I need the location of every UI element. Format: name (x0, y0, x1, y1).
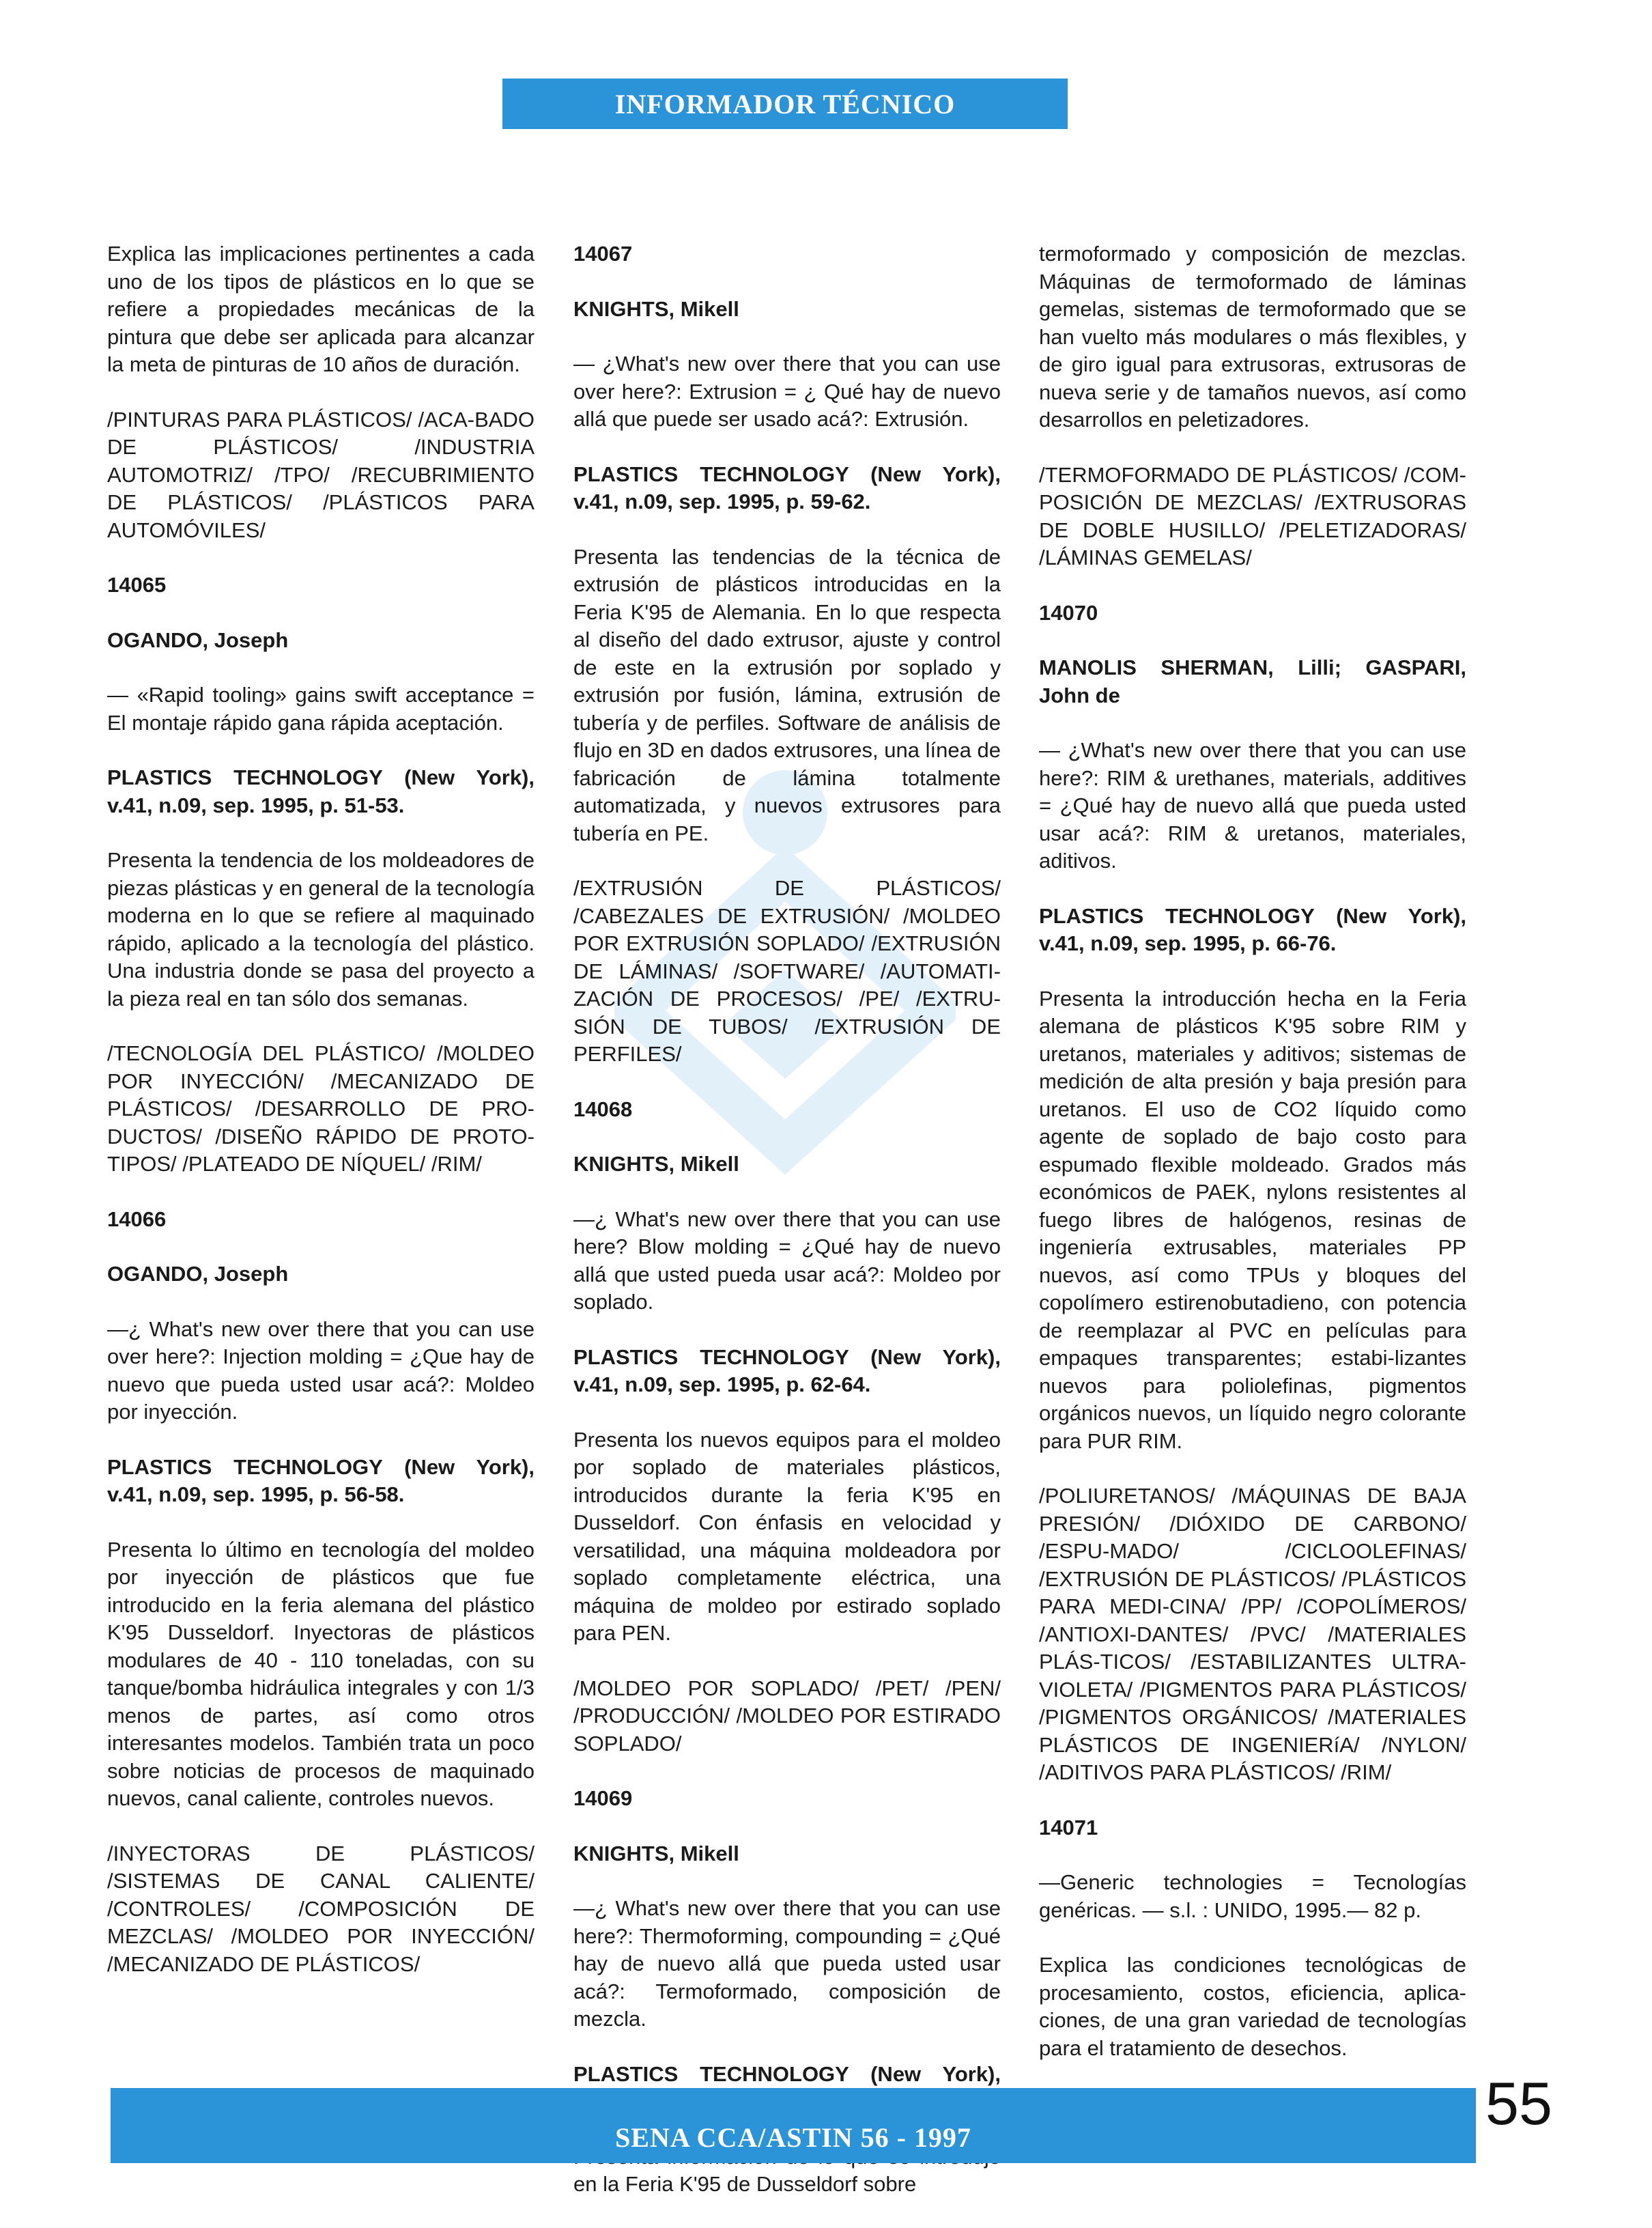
entry-id: 14067 (573, 242, 633, 266)
footer-band (111, 2088, 1476, 2163)
entry-id: 14068 (573, 1097, 633, 1121)
abstract: Presenta la tendencia de los moldeadores de piezas plásticas y en general de la tecnología moderna en lo que se refiere al maquinado rápido, aplicado a la tecnología del plástico. Una industria donde se pasa del proyecto a la pieza real en tan sólo dos semanas. (107, 848, 535, 1011)
entry-author: KNIGHTS, Mikell (573, 296, 739, 321)
entry-author: OGANDO, Joseph (107, 1262, 289, 1286)
entry-title: —¿ What's new over there that you can use over here?: Injection molding = ¿Que hay de nuevo que pueda usted usar acá?: Moldeo por inyección. (107, 1316, 535, 1424)
section-header (502, 79, 1068, 129)
page-number: 55 (1485, 2070, 1552, 2137)
entry-title: —¿ What's new over there that you can use here? Blow molding = ¿Qué hay de nuevo allá que usted pueda usar acá?: Moldeo por soplado. (573, 1207, 1001, 1314)
entry-id: 14069 (573, 1786, 633, 1810)
keywords: /POLIURETANOS/ /MÁQUINAS DE BAJA PRESIÓN/ /DIÓXIDO DE CARBONO/ /ESPU-MADO/ /CICLOOLEFINAS/ /EXTRUSIÓN DE PLÁSTICOS/ /PLÁSTICOS PARA MEDI-CINA/ /PP/ /COPOLÍMEROS/ /ANTIOXI-DANTES/ /PVC/ /MATERIALES PLÁS-TICOS/ /ESTABILIZANTES ULTRA-VIOLETA/ /PIGMENTOS PARA PLÁSTICOS/ /PIGMENTOS ORGÁNICOS/ /MATERIALES PLÁSTICOS DE INGENIERíA/ /NYLON/ /ADITIVOS PARA PLÁSTICOS/ /RIM/ (1039, 1484, 1466, 1784)
abstract: termoformado y composición de mezclas. Máquinas de termoformado de láminas gemelas, sistemas de termoformado que se han vuelto más modulares o más flexibles, y de giro igual para extrusoras, extrusoras de nueva serie y de tamaños nuevos, así como desarrollos en peletizadores. (1039, 242, 1466, 432)
entry-title: —¿ What's new over there that you can use here?: Thermoforming, compounding = ¿Qué hay de nuevo allá que pueda usted usar acá?: Termoformado, composición de mezcla. (573, 1896, 1001, 2031)
entry-id: 14071 (1039, 1815, 1098, 1839)
abstract: en la Feria K'95 de Dusseldorf sobre (573, 2172, 917, 2196)
column-3 (1039, 240, 1466, 2089)
entry-source: PLASTICS TECHNOLOGY (New York), v.41, n.09, sep. 1995, p. 66-76. (1039, 903, 1466, 955)
entry-title: — ¿What's new over there that you can use over here?: Extrusion = ¿ Qué hay de nuevo allá que puede ser usado acá?: Extrusión. (573, 352, 1001, 431)
entry-author: KNIGHTS, Mikell (573, 1841, 739, 1865)
entry-title: —Generic technologies = Tecnologías genéricas. — s.l. : UNIDO, 1995.— 82 p. (1039, 1870, 1466, 1922)
entry-author: KNIGHTS, Mikell (573, 1152, 739, 1176)
entry-source: PLASTICS TECHNOLOGY (New York), (573, 2061, 1001, 2086)
keywords: /PINTURAS PARA PLÁSTICOS/ /ACA-BADO DE PLÁSTICOS/ /INDUSTRIA AUTOMOTRIZ/ /TPO/ /RECUBRIMIENTO DE PLÁSTICOS/ /PLÁSTICOS PARA AUTOMÓVILES/ (107, 407, 535, 542)
keywords: /MOLDEO POR SOPLADO/ /PET/ /PEN/ /PRODUCCIÓN/ /MOLDEO POR ESTIRADO SOPLADO/ (573, 1676, 1001, 1755)
abstract: Presenta la introducción hecha en la Feria alemana de plásticos K'95 sobre RIM y uretanos, materiales y aditivos; sistemas de medición de alta presión y baja presión para uretanos. El uso de CO2 líquido como agente de soplado de bajo costo para espumado flexible moldeado. Grados más económicos de PAEK, nylons resistentes al fuego libres de halógenos, resinas de ingeniería extrusables, materiales PP nuevos, así como TPUs y bloques del copolímero estirenobutadieno, con potencia de reemplazar al PVC en películas para empaques transparentes; estabi-lizantes nuevos para poliolefinas, pigmentos orgánicos nuevos, un líquido negro colorante para PUR RIM. (1039, 986, 1466, 1453)
abstract: Explica las condiciones tecnológicas de procesamiento, costos, eficiencia, aplica-ciones, de una gran variedad de tecnologías para el tratamiento de desechos. (1039, 1953, 1466, 2060)
abstract: Presenta las tendencias de la técnica de extrusión de plásticos introducidas en la Feria K'95 de Alemania. En lo que respecta al diseño del dado extrusor, ajuste y control de este en la extrusión por soplado y extrusión por fusión, lámina, extrusión de tubería y de perfiles. Software de análisis de flujo en 3D en dados extrusores, una línea de fabricación de lámina totalmente automatizada, y nuevos extrusores para tubería en PE. (573, 544, 1001, 845)
entry-id: 14066 (107, 1207, 167, 1231)
entry-source: PLASTICS TECHNOLOGY (New York), v.41, n.09, sep. 1995, p. 51-53. (107, 765, 535, 817)
abstract: Presenta los nuevos equipos para el moldeo por soplado de materiales plásticos, introducidos durante la feria K'95 en Dusseldorf. Con énfasis en velocidad y versatilidad, una máquina moldeadora por soplado completamente eléctrica, una máquina de moldeo por estirado soplado para PEN. (573, 1427, 1001, 1645)
column-2 (573, 240, 1001, 2226)
keywords: /INYECTORAS DE PLÁSTICOS/ /SISTEMAS DE CANAL CALIENTE/ /CONTROLES/ /COMPOSICIÓN DE MEZCLAS/ /MOLDEO POR INYECCIÓN/ /MECANIZADO DE PLÁSTICOS/ (107, 1841, 535, 1976)
section-header-title: INFORMADOR TÉCNICO (614, 88, 956, 119)
entry-author: OGANDO, Joseph (107, 627, 289, 652)
entry-title: — «Rapid tooling» gains swift acceptance = El montaje rápido gana rápida aceptación. (107, 683, 535, 735)
abstract: Explica las implicaciones pertinentes a cada uno de los tipos de plásticos en lo que se refiere a propiedades mecánicas de la pintura que debe ser aplicada para alcanzar la meta de pinturas de 10 años de duración. (107, 242, 535, 376)
entry-id: 14065 (107, 573, 167, 597)
keywords: /EXTRUSIÓN DE PLÁSTICOS/ /CABEZALES DE EXTRUSIÓN/ /MOLDEO POR EXTRUSIÓN SOPLADO/ /EXTRUSIÓN DE LÁMINAS/ /SOFTWARE/ /AUTOMATI-ZACIÓN DE PROCESOS/ /PE/ /EXTRU-SIÓN DE TUBOS/ /EXTRUSIÓN DE PERFILES/ (573, 876, 1001, 1066)
keywords: /TECNOLOGÍA DEL PLÁSTICO/ /MOLDEO POR INYECCIÓN/ /MECANIZADO DE PLÁSTICOS/ /DESARROLLO DE PRO-DUCTOS/ /DISEÑO RÁPIDO DE PROTO-TIPOS/ /PLATEADO DE NÍQUEL/ /RIM/ (107, 1041, 535, 1176)
entry-author: MANOLIS SHERMAN, Lilli; GASPARI, John de (1039, 655, 1466, 707)
entry-source: PLASTICS TECHNOLOGY (New York), v.41, n.09, sep. 1995, p. 56-58. (107, 1454, 535, 1506)
entry-source: PLASTICS TECHNOLOGY (New York), v.41, n.09, sep. 1995, p. 59-62. (573, 462, 1001, 513)
entry-source: PLASTICS TECHNOLOGY (New York), v.41, n.09, sep. 1995, p. 62-64. (573, 1344, 1001, 1396)
entry-title: — ¿What's new over there that you can use here?: RIM & urethanes, materials, additives = ¿Qué hay de nuevo allá que pueda usted usar acá?: RIM & uretanos, materiales, aditivos. (1039, 738, 1466, 873)
keywords: /TERMOFORMADO DE PLÁSTICOS/ /COM-POSICIÓN DE MEZCLAS/ /EXTRUSORAS DE DOBLE HUSILLO/ /PELETIZADORAS/ /LÁMINAS GEMELAS/ (1039, 462, 1466, 569)
abstract: Presenta lo último en tecnología del moldeo por inyección de plásticos que fue introducido en la feria alemana del plástico K'95 Dusseldorf. Inyectoras de plásticos modulares de 40 - 110 toneladas, con su tanque/bomba hidráulica integrales y con 1/3 menos de partes, así como otros interesantes modelos. También trata un poco sobre noticias de procesos de maquinado nuevos, canal caliente, controles nuevos. (107, 1537, 535, 1810)
footer-label: SENA CCA/ASTIN 56 - 1997 (615, 2122, 971, 2153)
column-1 (107, 240, 535, 2005)
entry-id: 14070 (1039, 600, 1098, 625)
